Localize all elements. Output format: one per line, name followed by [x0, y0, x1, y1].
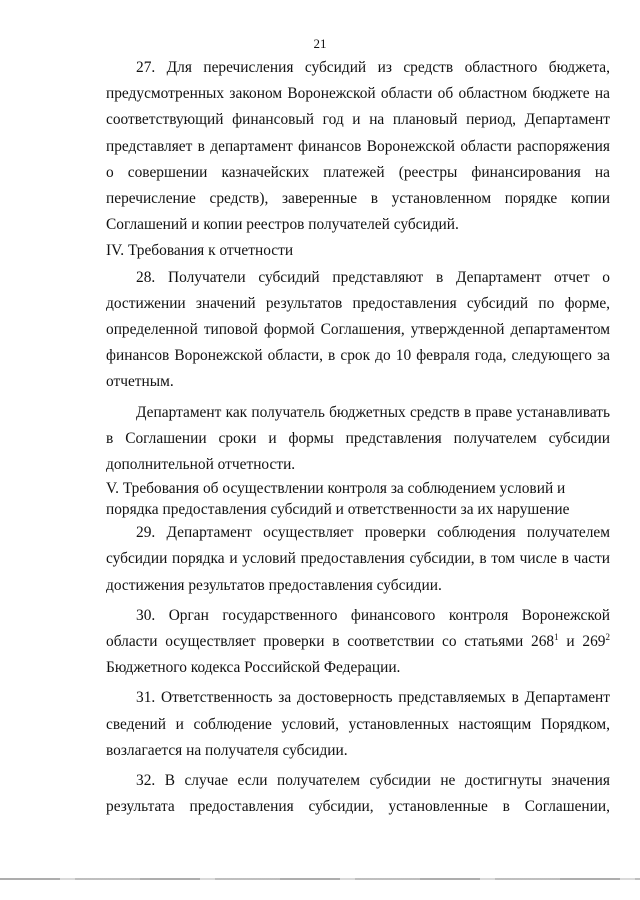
section-heading-v — [106, 478, 610, 520]
paragraph-27: 27. Для перечисления субсидий из средств областного бюджета, предусмотренных законом Воронежской области об областном бюджете на соответствующий финансовый год и на плановый период, Департамент представляет в департамент финансов Воронежской области распоряжения о совершении казначейских платежей (реестры финансирования на перечисление средств), заверенные в установленном порядке копии Соглашений и копии реестров получателей субсидий. — [106, 59, 610, 234]
paragraph-30 — [106, 603, 610, 682]
superscript-1: 1 — [554, 632, 559, 643]
paragraph-30-text-c: Бюджетного кодекса Российской Федерации. — [106, 659, 401, 677]
paragraph-30-text-a: 30. Орган государственного финансового контроля Воронежской области осуществляет проверки в соответствии со статьями 268 — [106, 606, 610, 651]
section-heading-v-line-1: V. Требования об осуществлении контроля за соблюдением условий и — [106, 480, 566, 498]
paragraph-31: 31. Ответственность за достоверность представляемых в Департамент сведений и соблюдение условий, установленных настоящим Порядком, возлагается на получателя субсидии. — [106, 689, 610, 759]
scan-edge-line — [0, 878, 640, 880]
superscript-2: 2 — [605, 632, 610, 643]
section-heading-v-line-2: порядка предоставления субсидий и ответственности за их нарушение — [106, 501, 570, 519]
paragraph-30-text-b: и 269 — [558, 633, 606, 651]
section-heading-iv: IV. Требования к отчетности — [106, 242, 294, 260]
page-number: 21 — [313, 36, 327, 51]
paragraph-29: 29. Департамент осуществляет проверки соблюдения получателем субсидии порядка и условий предоставления субсидии, в том числе в части достижения результатов предоставления субсидии. — [106, 524, 610, 594]
document-body — [106, 55, 610, 820]
paragraph-28-continued: Департамент как получатель бюджетных средств в праве устанавливать в Соглашении сроки и формы представления получателем субсидии дополнительной отчетности. — [106, 403, 610, 474]
paragraph-28: 28. Получатели субсидий представляют в Департамент отчет о достижении значений результатов предоставления субсидий по форме, определенной типовой формой Соглашения, утвержденной департаментом финансов Воронежской области, в срок до 10 февраля года, следующего за отчетным. — [106, 268, 610, 391]
paragraph-32: 32. В случае если получателем субсидии не достигнуты значения результата предоставления субсидии, установленные в Соглашении, — [106, 772, 610, 816]
